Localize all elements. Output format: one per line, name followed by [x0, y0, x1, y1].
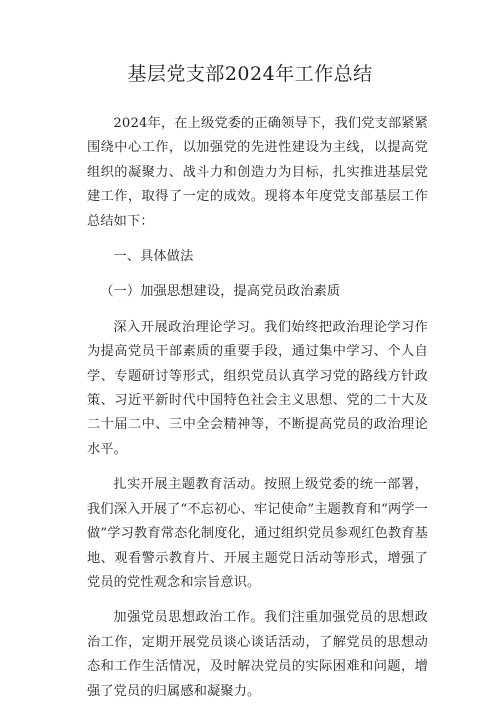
intro-paragraph: 2024年，在上级党委的正确领导下，我们党支部紧紧围绕中心工作，以加强党的先进性建设为主线，以提高党组织的凝聚力、战斗力和创造力为目标，扎实推进基层党建工作，取得了一定的成效。现将本年度党支部基层工作总结如下： [87, 116, 428, 229]
body-paragraph-1: 深入开展政治理论学习。我们始终把政治理论学习作为提高党员干部素质的重要手段，通过集中学习、个人自学、专题研讨等形式，组织党员认真学习党的路线方针政策、习近平新时代中国特色社会主义思想、党的二十大及二十届二中、三中全会精神等，不断提高党员的政治理论水平。 [87, 319, 428, 457]
body-paragraph-2: 扎实开展主题教育活动。按照上级党委的统一部署，我们深入开展了“不忘初心、牢记使命”主题教育和“两学一做”学习教育常态化制度化，通过组织党员参观红色教育基地、观看警示教育片、开展主题党日活动等形式，增强了党员的党性观念和宗旨意识。 [87, 477, 428, 590]
section-heading: 一、具体做法 [113, 249, 194, 265]
subsection-heading: （一）加强思想建设，提高党员政治素质 [100, 284, 341, 300]
body-paragraph-3: 加强党员思想政治工作。我们注重加强党员的思想政治工作，定期开展党员谈心谈话活动，了解党员的思想动态和工作生活情况，及时解决党员的实际困难和问题，增强了党员的归属感和凝聚力。 [87, 610, 428, 699]
document-title: 基层党支部2024年工作总结 [127, 63, 373, 85]
document-body [87, 112, 428, 715]
